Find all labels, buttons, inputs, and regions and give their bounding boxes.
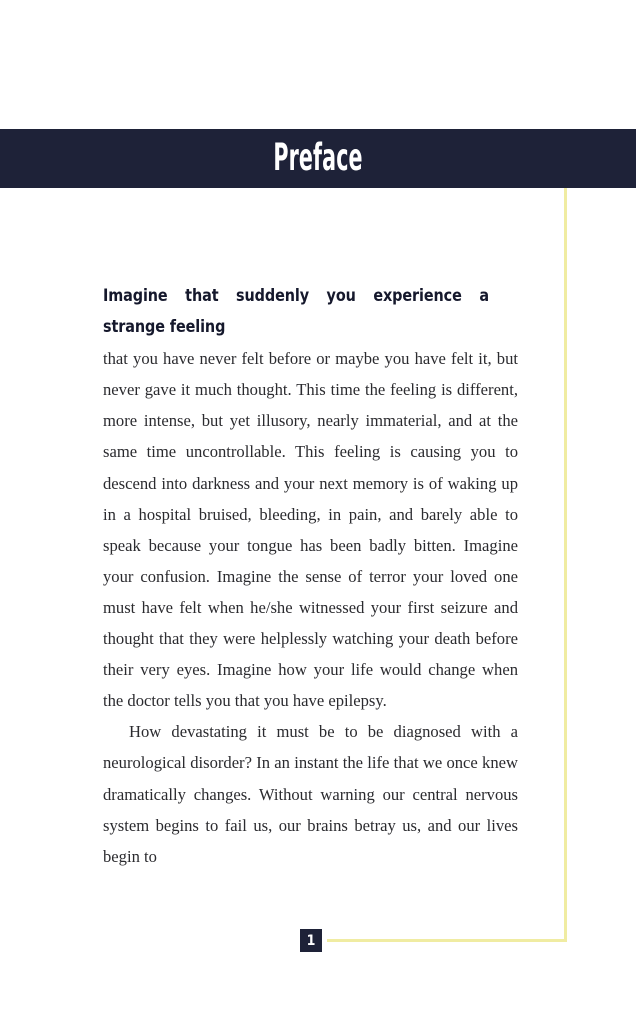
page-title: Preface: [273, 135, 363, 179]
paragraph-2: [103, 716, 518, 871]
chapter-header-bar: [0, 129, 636, 188]
decorative-rule-vertical: [564, 188, 567, 942]
lead-in-text: Imagine that suddenly you experience a strange feeling: [103, 286, 489, 338]
paragraph-1-text: that you have never felt before or maybe you have felt it, but never gave it much thought. This time the feeling is different, more intense, but yet illusory, nearly immaterial, and at the same time uncontrollable. This feeling is causing you to descend into darkness and your next memory is of waking up in a hospital bruised, bleeding, in pain, and barely able to speak because your tongue has been badly bitten. Imagine your confusion. Imagine the sense of terror your loved one must have felt when he/she witnessed your first seizure and thought that they were helplessly watching your death before their very eyes. Imagine how your life would change when the doctor tells you that you have epilepsy.: [103, 349, 518, 711]
body-text-column: [103, 281, 518, 872]
page-number-badge: 1: [300, 929, 322, 952]
decorative-rule-horizontal: [327, 939, 567, 942]
paragraph-1: [103, 281, 518, 716]
paragraph-2-text: How devastating it must be to be diagnosed with a neurological disorder? In an instant the life that we once knew dramatically changes. Without warning our central nervous system begins to fail us, our brains betray us, and our lives begin to: [103, 722, 518, 866]
